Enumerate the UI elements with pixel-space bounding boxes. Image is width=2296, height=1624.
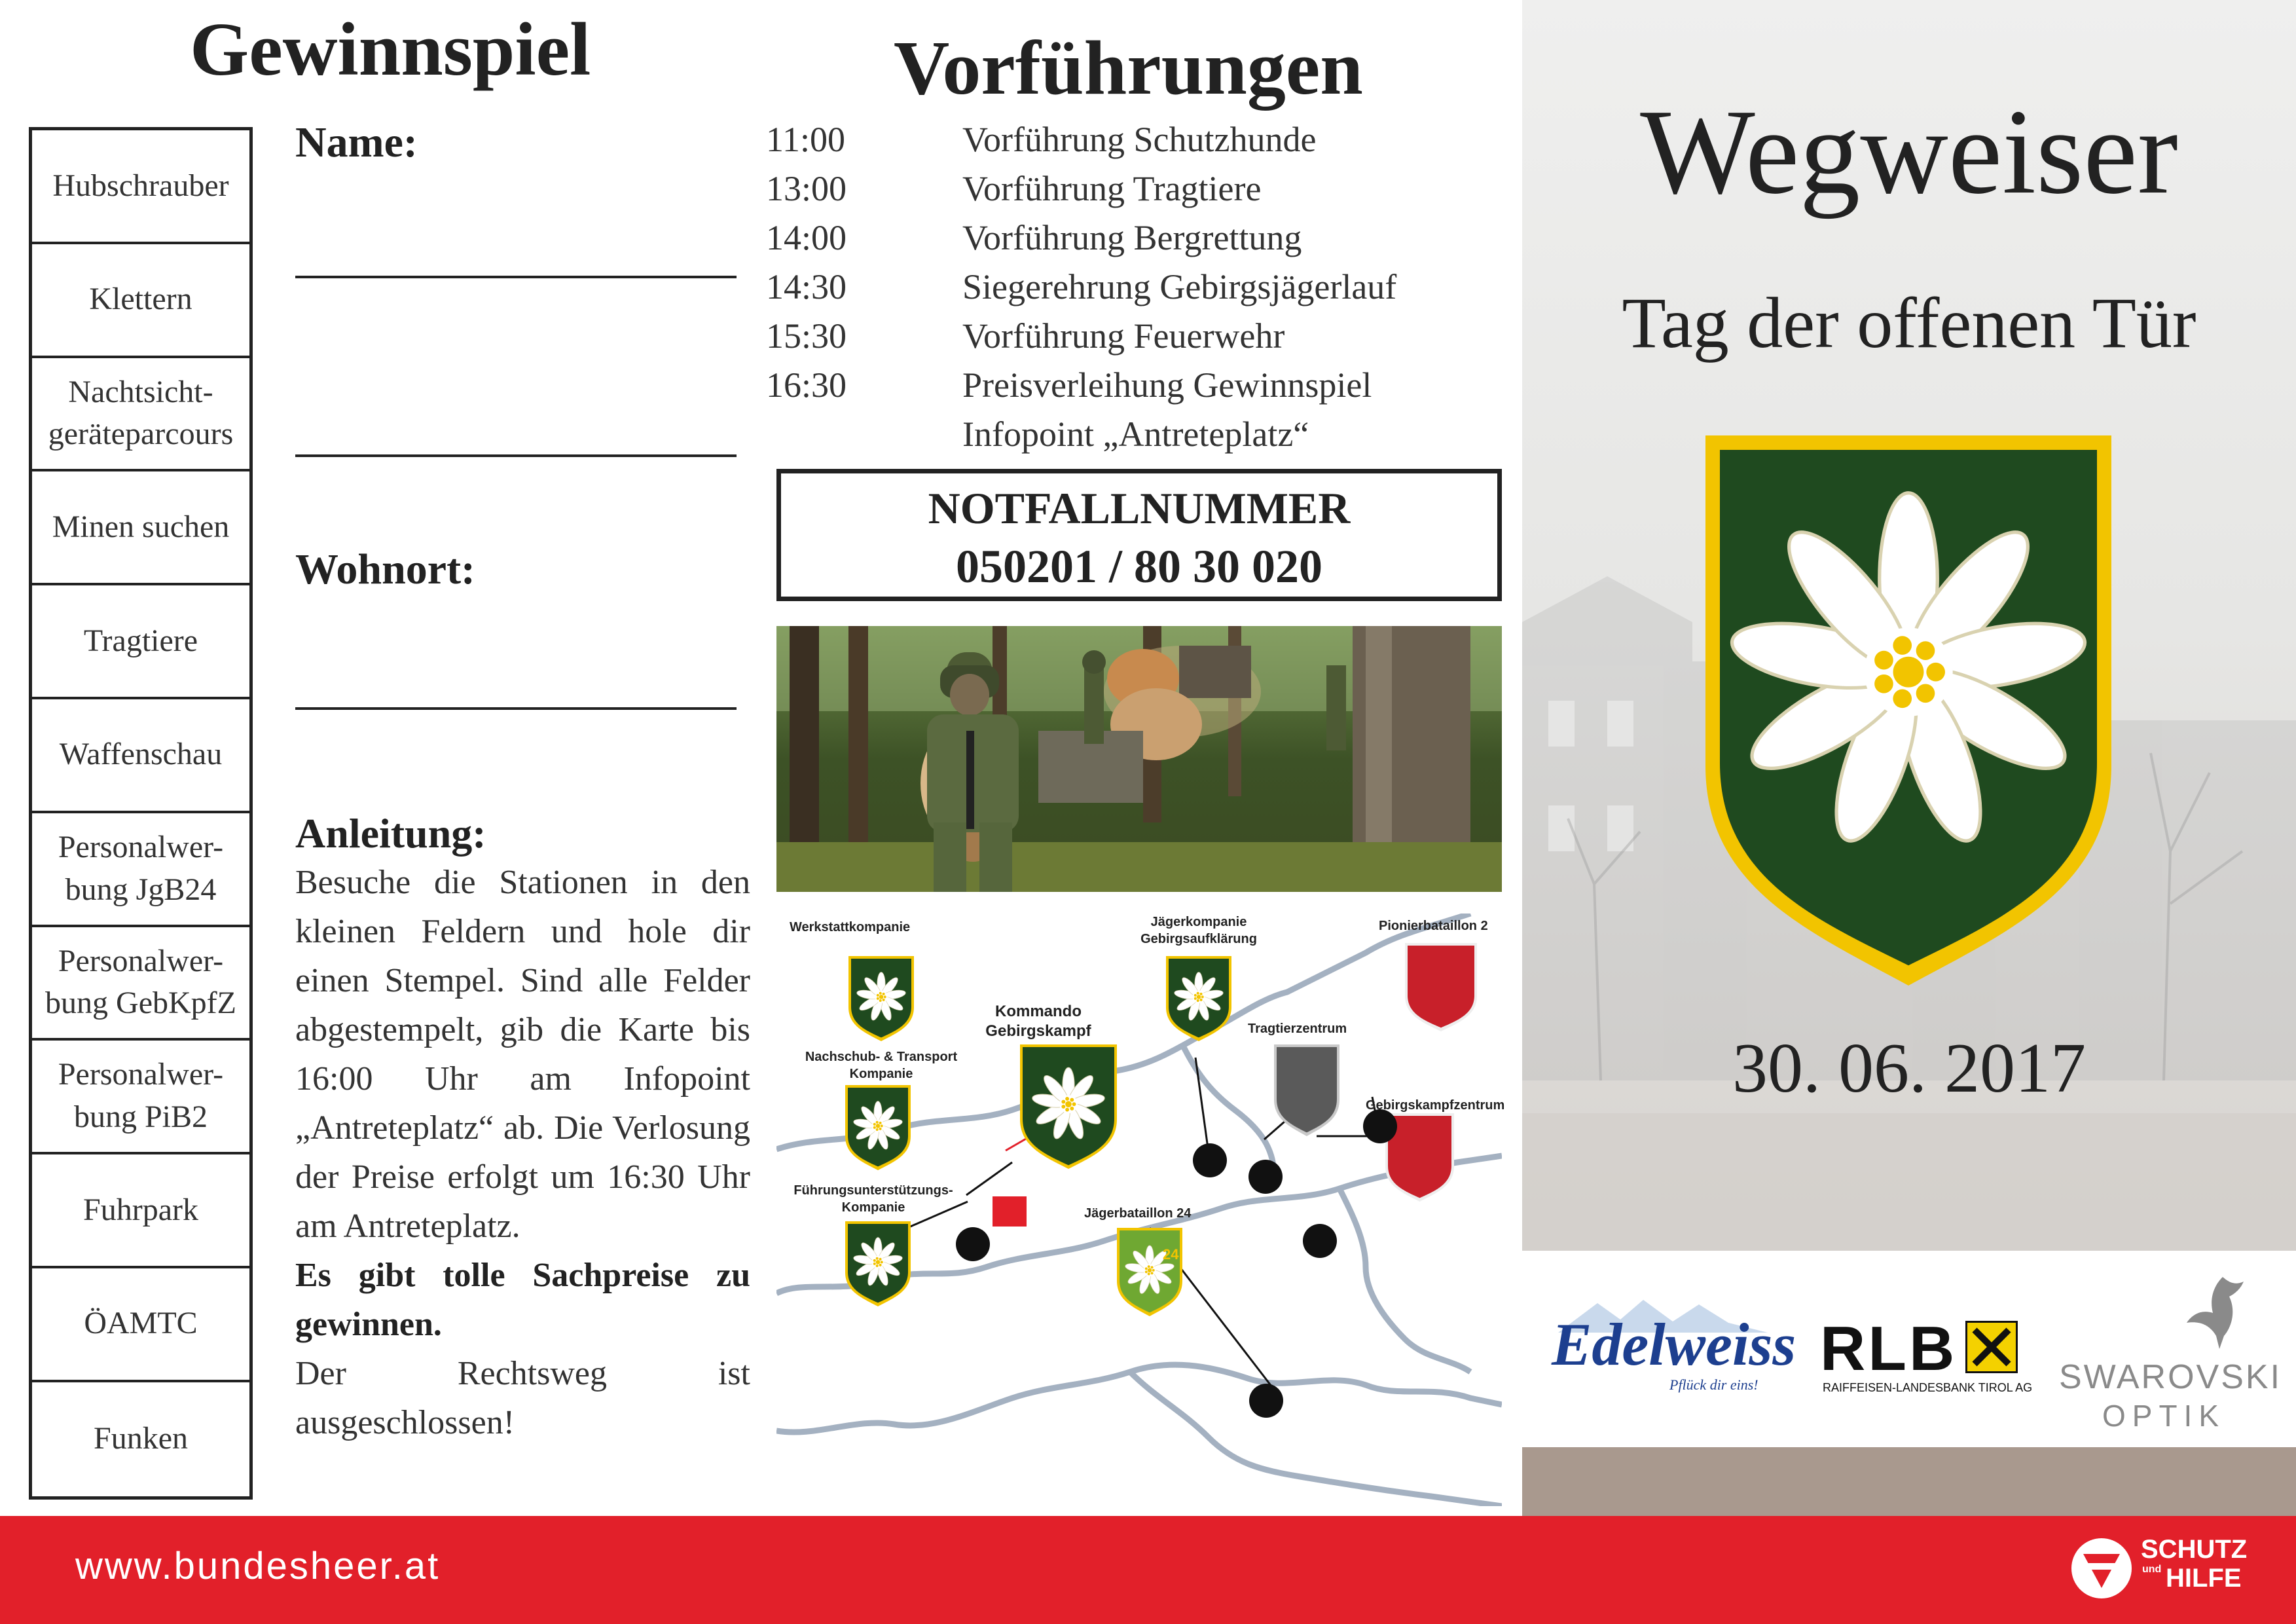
anleitung-block bbox=[295, 809, 750, 1447]
fueu-shield-icon bbox=[845, 1221, 911, 1306]
station-field[interactable]: Personalwer- bung PiB2 bbox=[32, 1041, 249, 1154]
nachschub-label bbox=[790, 1048, 973, 1082]
bundesheer-icon bbox=[2069, 1536, 2134, 1601]
station-field[interactable]: Hubschrauber bbox=[32, 130, 249, 244]
jaeger-aufkl-label bbox=[1130, 913, 1267, 948]
schedule-event: Preisverleihung Gewinnspiel bbox=[962, 365, 1372, 405]
schedule-event: Siegerehrung Gebirgsjägerlauf bbox=[962, 267, 1397, 306]
schedule-event: Vorführung Tragtiere bbox=[962, 169, 1262, 208]
map-dot-tragtier bbox=[1248, 1160, 1283, 1194]
jaeger-aufkl-label-2: Gebirgsaufklärung bbox=[1140, 932, 1257, 946]
logo-und: und bbox=[2142, 1564, 2162, 1575]
name-line-1[interactable] bbox=[295, 276, 737, 278]
werkstatt-shield-icon bbox=[848, 956, 914, 1041]
vorfuehrungen-title: Vorführungen bbox=[894, 25, 1363, 111]
station-field[interactable]: Funken bbox=[94, 1421, 188, 1456]
swarovski-wordmark: SWAROVSKI bbox=[2059, 1358, 2282, 1396]
notfall-number: 050201 / 80 30 020 bbox=[955, 540, 1322, 593]
station-field[interactable]: Tragtiere bbox=[32, 585, 249, 699]
cover-subtitle: Tag der offenen Tür bbox=[1622, 283, 2196, 363]
schedule-event: Vorführung Bergrettung bbox=[962, 218, 1302, 257]
map-dot-jgb24 bbox=[1249, 1384, 1283, 1418]
station-field[interactable]: ÖAMTC bbox=[32, 1268, 249, 1382]
name-line-2[interactable] bbox=[295, 454, 737, 457]
station-field[interactable]: Personalwer- bung GebKpfZ bbox=[32, 927, 249, 1041]
map-dot-jaeger bbox=[1193, 1143, 1227, 1177]
schedule-time: 13:00 bbox=[766, 169, 847, 208]
schedule-time: 15:30 bbox=[766, 316, 847, 356]
kommando-shield-icon bbox=[1020, 1044, 1117, 1169]
map-line-fueu bbox=[966, 1162, 1012, 1195]
fueu-label bbox=[782, 1182, 965, 1216]
soldier-horses-photo bbox=[776, 626, 1502, 892]
raiffeisen-icon bbox=[1965, 1321, 2018, 1373]
map-dot-gebkpfz bbox=[1303, 1224, 1337, 1258]
tragtier-label: Tragtierzentrum bbox=[1248, 1022, 1347, 1036]
schutz-hilfe-logo bbox=[2069, 1532, 2248, 1604]
hawk-icon bbox=[2183, 1274, 2249, 1352]
rlb-subtitle: RAIFFEISEN-LANDESBANK TIROL AG bbox=[1823, 1381, 2033, 1394]
notfall-label: NOTFALLNUMMER bbox=[928, 483, 1351, 533]
station-field[interactable]: Fuhrpark bbox=[32, 1154, 249, 1268]
schedule-time: 11:00 bbox=[766, 120, 845, 159]
nachschub-shield-icon bbox=[845, 1085, 911, 1170]
kommando-label-2: Gebirgskampf bbox=[985, 1022, 1091, 1040]
jaeger-aufkl-label-1: Jägerkompanie bbox=[1150, 915, 1247, 929]
name-label: Name: bbox=[295, 119, 418, 166]
cover-bottom-band bbox=[1522, 1447, 2296, 1516]
schedule-time: 14:30 bbox=[766, 267, 847, 306]
anleitung-heading: Anleitung: bbox=[295, 810, 486, 857]
station-field[interactable]: Minen suchen bbox=[32, 471, 249, 585]
wohnort-line[interactable] bbox=[295, 707, 737, 710]
jgb24-shield-icon bbox=[1117, 1228, 1182, 1316]
map-dot-pionier bbox=[1363, 1109, 1397, 1143]
gewinnspiel-title: Gewinnspiel bbox=[190, 8, 591, 92]
nachschub-label-2: Kompanie bbox=[849, 1067, 913, 1081]
jaeger-aufkl-shield-icon bbox=[1166, 956, 1231, 1041]
station-list bbox=[29, 127, 253, 1500]
pionier-shield-icon bbox=[1405, 943, 1477, 1031]
schedule-event: Vorführung Feuerwehr bbox=[962, 316, 1285, 356]
werkstatt-label: Werkstattkompanie bbox=[790, 920, 911, 934]
map-dot-fueu bbox=[956, 1227, 990, 1261]
schedule-time: 16:30 bbox=[766, 365, 847, 405]
station-field[interactable]: Waffenschau bbox=[32, 699, 249, 813]
map-marker-square bbox=[993, 1196, 1027, 1227]
fueu-label-1: Führungsunterstützungs- bbox=[793, 1183, 953, 1198]
anleitung-text: Besuche die Stationen in den kleinen Feldern und hole dir einen Stempel. Sind alle Felder abgestempelt, gib die Karte bis 16:00 Uhr am Infopoint „Antreteplatz“ ab. Die Verlosung der Preise erfolgt um 16:30 Uhr am Antreteplatz. bbox=[295, 864, 750, 1245]
sachpreise-text: Es gibt tolle Sachpreise zu gewinnen. bbox=[295, 1257, 750, 1343]
gebkpfz-label: Gebirgskampfzentrum bbox=[1366, 1098, 1505, 1113]
pionier-label: Pionierbataillon 2 bbox=[1379, 919, 1488, 933]
optik-wordmark: OPTIK bbox=[2102, 1399, 2226, 1433]
rechtsweg-text: Der Rechtsweg ist ausgeschlossen! bbox=[295, 1355, 750, 1441]
cover-title: Wegweiser bbox=[1640, 84, 2178, 219]
footer-url[interactable]: www.bundesheer.at bbox=[75, 1545, 441, 1587]
sponsor-strip bbox=[1522, 1251, 2296, 1447]
schedule-time: 14:00 bbox=[766, 218, 847, 257]
notfall-box bbox=[776, 469, 1502, 601]
schedule-event: Vorführung Schutzhunde bbox=[962, 120, 1317, 159]
logo-schutz: SCHUTZ bbox=[2141, 1535, 2248, 1564]
kommando-label bbox=[973, 1002, 1104, 1041]
site-map bbox=[776, 913, 1505, 1506]
station-field[interactable]: Klettern bbox=[32, 244, 249, 358]
edelweiss-wordmark: Edelweiss bbox=[1552, 1311, 1796, 1378]
kommando-label-1: Kommando bbox=[995, 1003, 1082, 1020]
wohnort-label: Wohnort: bbox=[295, 545, 476, 593]
cover-date: 30. 06. 2017 bbox=[1732, 1029, 2086, 1107]
rlb-wordmark: RLB bbox=[1820, 1314, 1958, 1384]
station-field[interactable]: Personalwer- bung JgB24 bbox=[32, 813, 249, 927]
nachschub-label-1: Nachschub- & Transport bbox=[805, 1050, 958, 1064]
jgb24-badge-number: 24 bbox=[1163, 1246, 1179, 1263]
jgb24-label: Jägerbataillon 24 bbox=[1084, 1206, 1192, 1221]
logo-hilfe: HILFE bbox=[2166, 1564, 2242, 1593]
schedule-event: Infopoint „Antreteplatz“ bbox=[962, 415, 1309, 454]
station-field[interactable]: Nachtsicht- geräteparcours bbox=[32, 358, 249, 472]
edelweiss-tagline: Pflück dir eins! bbox=[1669, 1376, 1758, 1393]
edelweiss-shield-icon bbox=[1705, 435, 2111, 986]
fueu-label-2: Kompanie bbox=[841, 1200, 905, 1215]
